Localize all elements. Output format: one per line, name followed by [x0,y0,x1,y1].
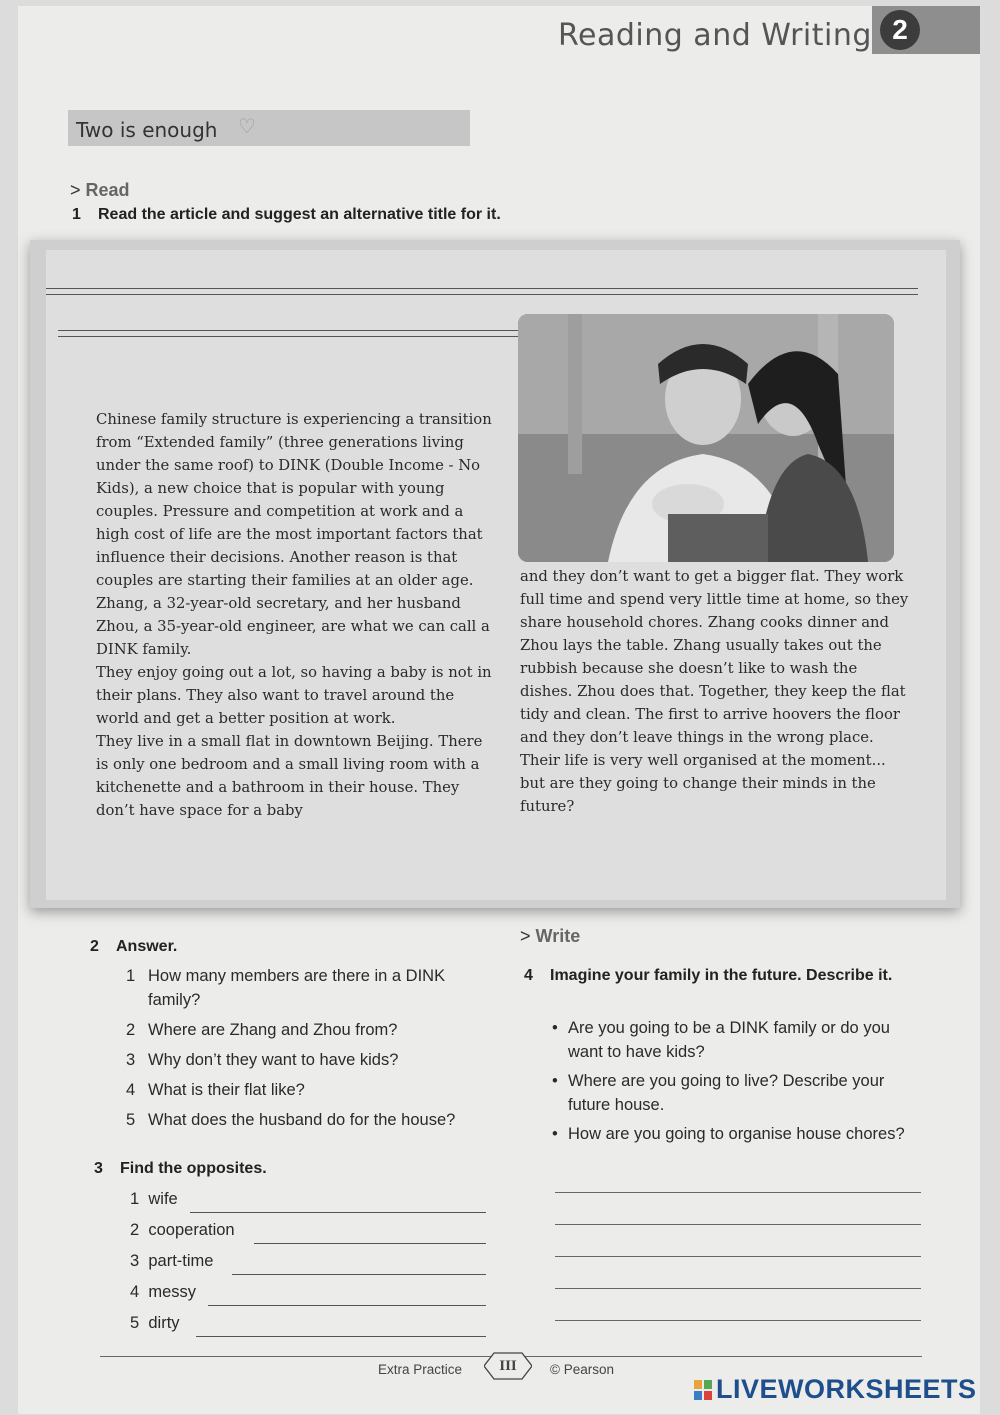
page-header-title: Reading and Writing [558,18,872,53]
task-3-text: Find the opposites. [120,1160,267,1177]
task-2-number: 2 [90,938,99,955]
bullet-icon: • [552,1072,558,1090]
prompt-text: How are you going to organise house chores? [568,1125,905,1143]
writing-line[interactable] [555,1256,921,1257]
article-paragraph: They live in a small flat in downtown Beijing. There is only one bedroom and a small living room with a kitchenette and a bathroom in their house. They don’t have space for a baby [96,733,483,819]
prompt-bullet [552,1122,912,1146]
task-1-text: Read the article and suggest an alternative title for it. [98,206,501,223]
task-3-instruction [94,1160,267,1178]
question-text: How many members are there in a DINK family? [148,967,446,1009]
answer-line[interactable] [196,1336,486,1337]
couple-photo-illustration [518,314,894,562]
task-1-number: 1 [72,206,81,223]
article-paragraph: Chinese family structure is experiencing a transition from “Extended family” (three generations living under the same roof) to DINK (Double Income - No Kids), a new choice that is popular with young couples. Pressure and competition at work and a high cost of life are the most important factors that influence their decisions. Another reason is that couples are starting their families at an older age. [96,411,492,589]
bullet-icon: • [552,1125,558,1143]
question-number: 5 [126,1111,136,1129]
read-label: Read [85,180,130,200]
opposite-item [130,1283,490,1314]
task-2-text: Answer. [116,938,178,955]
answer-line[interactable] [190,1212,486,1213]
opposite-word: messy [148,1283,197,1301]
writing-line[interactable] [555,1320,921,1321]
section-title: Two is enough [76,118,218,142]
article-paragraph: They enjoy going out a lot, so having a baby is not in their plans. They also want to travel around the world and get a better position at work. [96,664,492,727]
question-item [126,1048,496,1072]
answer-line[interactable] [254,1243,486,1244]
unit-number-badge: 2 [880,10,920,50]
question-text: What does the husband do for the house? [148,1111,456,1129]
couple-photo [518,314,894,562]
liveworksheets-logo-icon [694,1380,712,1400]
question-text: Why don’t they want to have kids? [148,1051,399,1069]
footer-right-text: © Pearson [550,1362,614,1377]
question-number: 1 [126,967,136,985]
writing-line[interactable] [555,1192,921,1193]
task-1-instruction [72,206,501,224]
liveworksheets-watermark: LIVEWORKSHEETS [716,1374,977,1404]
chevron-right-icon: > [70,180,81,200]
writing-line[interactable] [555,1288,921,1289]
footer-left-text: Extra Practice [378,1362,463,1377]
question-text: What is their flat like? [148,1081,305,1099]
task-3-number: 3 [94,1160,103,1177]
question-item [126,1018,496,1042]
prompt-text: Where are you going to live? Describe your future house. [568,1072,885,1114]
article-title-rule [58,330,518,331]
article-top-rule-2 [46,294,918,295]
article-top-rule [46,288,918,289]
question-number: 4 [126,1081,136,1099]
page-number: III [499,1358,517,1374]
question-number: 3 [126,1051,136,1069]
task-4-instruction [524,964,924,988]
article-right-column [520,565,910,818]
task-3-items [130,1190,490,1345]
question-item [126,1108,496,1132]
opposite-number: 3 [130,1252,140,1270]
article-title-rule-2 [58,336,518,337]
prompt-bullet [552,1016,912,1064]
question-text: Where are Zhang and Zhou from? [148,1021,398,1039]
task-4-text: Imagine your family in the future. Describe it. [550,967,893,984]
chevron-right-icon: > [520,926,531,946]
task-2-instruction [90,938,177,956]
opposite-number: 2 [130,1221,140,1239]
article-paragraph: Their life is very well organised at the moment... but are they going to change their minds in the future? [520,752,886,815]
opposite-word: wife [148,1190,178,1208]
writing-line[interactable] [555,1224,921,1225]
write-label: Write [535,926,581,946]
task-2-questions [126,964,496,1138]
task-4-number: 4 [524,967,533,984]
opposite-item [130,1221,490,1252]
task-4-bullets [552,1016,912,1151]
bullet-icon: • [552,1019,558,1037]
prompt-bullet [552,1069,912,1117]
read-subheading [70,180,130,201]
heart-icon: ♡ [238,116,256,138]
opposite-word: cooperation [148,1221,235,1239]
answer-line[interactable] [208,1305,486,1306]
opposite-number: 5 [130,1314,140,1332]
question-number: 2 [126,1021,136,1039]
opposite-number: 1 [130,1190,140,1208]
opposite-number: 4 [130,1283,140,1301]
article-left-column [96,408,496,822]
article-paragraph: and they don’t want to get a bigger flat. They work full time and spend very little time at home, so they share household chores. Zhang cooks dinner and Zhou lays the table. Zhang usually takes out the rubbish because she doesn’t like to wash the dishes. Zhou does that. Together, they keep the flat tidy and clean. The first to arrive hoovers the floor and they don’t leave things in the wrong place. [520,568,909,746]
article-paragraph: Zhang, a 32-year-old secretary, and her husband Zhou, a 35-year-old engineer, are what we can call a DINK family. [96,595,490,658]
opposite-item [130,1314,490,1345]
question-item [126,964,496,1012]
answer-line[interactable] [232,1274,486,1275]
write-subheading [520,926,580,947]
opposite-item [130,1190,490,1221]
question-item [126,1078,496,1102]
opposite-item [130,1252,490,1283]
opposite-word: dirty [148,1314,180,1332]
opposite-word: part-time [148,1252,214,1270]
prompt-text: Are you going to be a DINK family or do you want to have kids? [568,1019,890,1061]
